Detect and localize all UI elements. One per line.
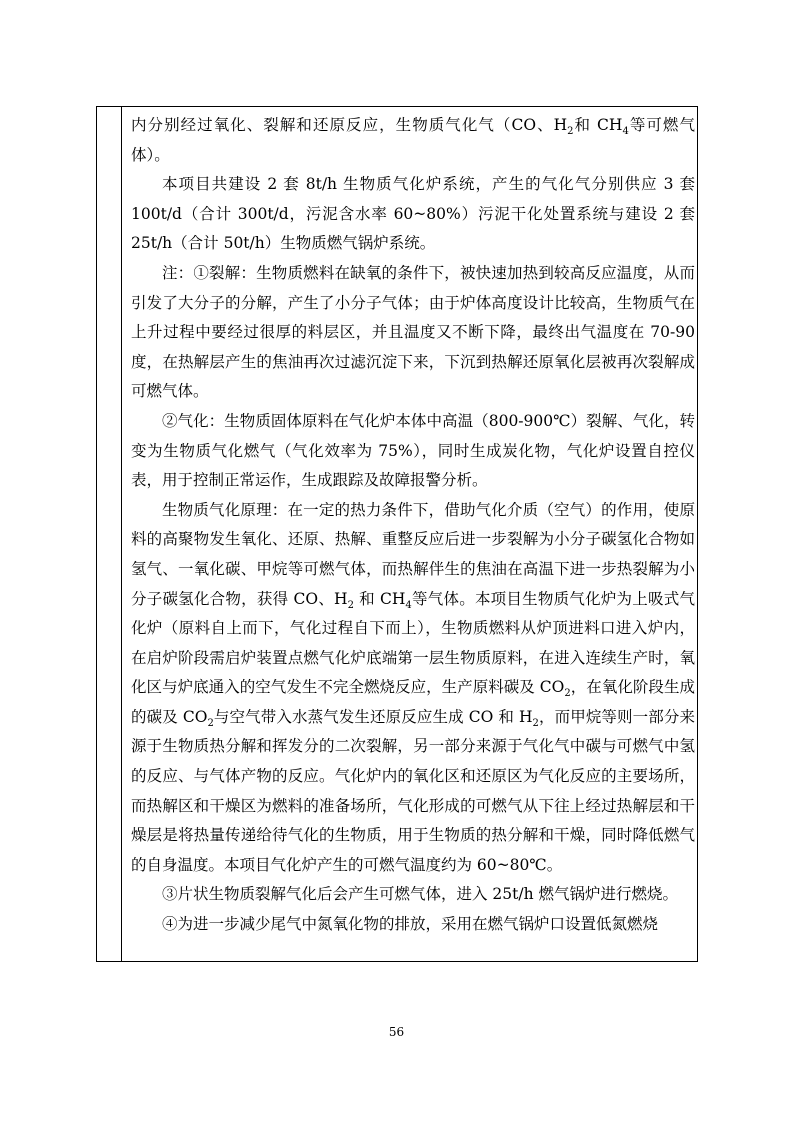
content-table: [96, 106, 698, 962]
paragraph: [131, 496, 695, 881]
subscript: 4: [405, 599, 412, 611]
subscript: 4: [622, 126, 629, 138]
text-run: 等可燃气体）。: [131, 116, 695, 164]
subscript: 2: [532, 717, 539, 729]
text-run: 注：①裂解：生物质燃料在缺氧的条件下，被快速加热到较高反应温度，从而引发了大分子的分解，产生了小分子气体；由于炉体高度设计比较高，生物质气在上升过程中要经过很厚的料层区，并且温度又不断下降，最终出气温度在 70-90 度，在热解层产生的焦油再次过滤沉淀下来，下沉到热解还原氧化层被再次裂解成可燃气体。: [131, 263, 695, 401]
text-run: ③片状生物质裂解气化后会产生可燃气体，进入 25t/h 燃气锅炉进行燃烧。: [162, 885, 679, 904]
table-left-column: [97, 107, 122, 961]
paragraph: [131, 170, 695, 259]
text-run: ④为进一步减少尾气中氮氧化物的排放，采用在燃气锅炉口设置低氮燃烧: [162, 915, 659, 934]
text-run: 生物质气化原理：在一定的热力条件下，借助气化介质（空气）的作用，使原料的高聚物发生氧化、还原、热解、重整反应后进一步裂解为小分子碳氢化合物如氢气、一氧化碳、甲烷等可燃气体，而热解伴生的焦油在高温下进一步热裂解为小分子碳氢化合物，获得 CO、H: [131, 500, 695, 608]
text-run: 等气体。本项目生物质气化炉为上吸式气化炉（原料自上而下，气化过程自下而上），生物质燃料从炉顶进料口进入炉内，在启炉阶段需启炉装置点燃气化炉底端第一层生物质原料，在进入连续生产时，氧化区与炉底通入的空气发生不完全燃烧反应，生产原料碳及 CO: [131, 589, 695, 697]
text-run: 本项目共建设 2 套 8t/h 生物质气化炉系统，产生的气化气分别供应 3 套 100t/d（合计 300t/d，污泥含水率 60~80%）污泥干化处置系统与建设 2 套 25t/h（合计 50t/h）生物质燃气锅炉系统。: [131, 175, 695, 253]
table-content-cell: [131, 111, 695, 940]
text-run: 和 CH: [573, 116, 623, 134]
text-run: 和 CH: [353, 589, 406, 608]
paragraph: [131, 910, 695, 940]
subscript: 2: [207, 717, 214, 729]
paragraph: [131, 111, 695, 170]
paragraph: [131, 407, 695, 496]
text-run: ②气化：生物质固体原料在气化炉本体中高温（800-900℃）裂解、气化，转变为生物质气化燃气（气化效率为 75%），同时生成炭化物，气化炉设置自控仪表，用于控制正常运作，生成跟踪及故障报警分析。: [131, 411, 695, 490]
paragraph: [131, 880, 695, 910]
text-run: ，在氧化阶段生成的碳及 CO: [131, 678, 695, 726]
text-run: ，而甲烷等则一部分来源于生物质热分解和挥发分的二次裂解，另一部分来源于气化气中碳与可燃气中氢的反应、与气体产物的反应。气化炉内的氧化区和还原区为气化反应的主要场所，而热解区和干燥区为燃料的准备场所，气化形成的可燃气从下往上经过热解层和干燥层是将热量传递给待气化的生物质，用于生物质的热分解和干燥，同时降低燃气的自身温度。本项目气化炉产生的可燃气温度约为 60~80℃。: [131, 707, 695, 874]
subscript: 2: [567, 126, 574, 138]
text-run: 与空气带入水蒸气发生还原反应生成 CO 和 H: [213, 707, 533, 726]
subscript: 2: [564, 688, 571, 700]
subscript: 2: [347, 599, 354, 611]
page-number: 56: [388, 1025, 405, 1039]
paragraph: [131, 259, 695, 407]
text-run: 内分别经过氧化、裂解和还原反应，生物质气化气（CO、H: [131, 116, 568, 134]
